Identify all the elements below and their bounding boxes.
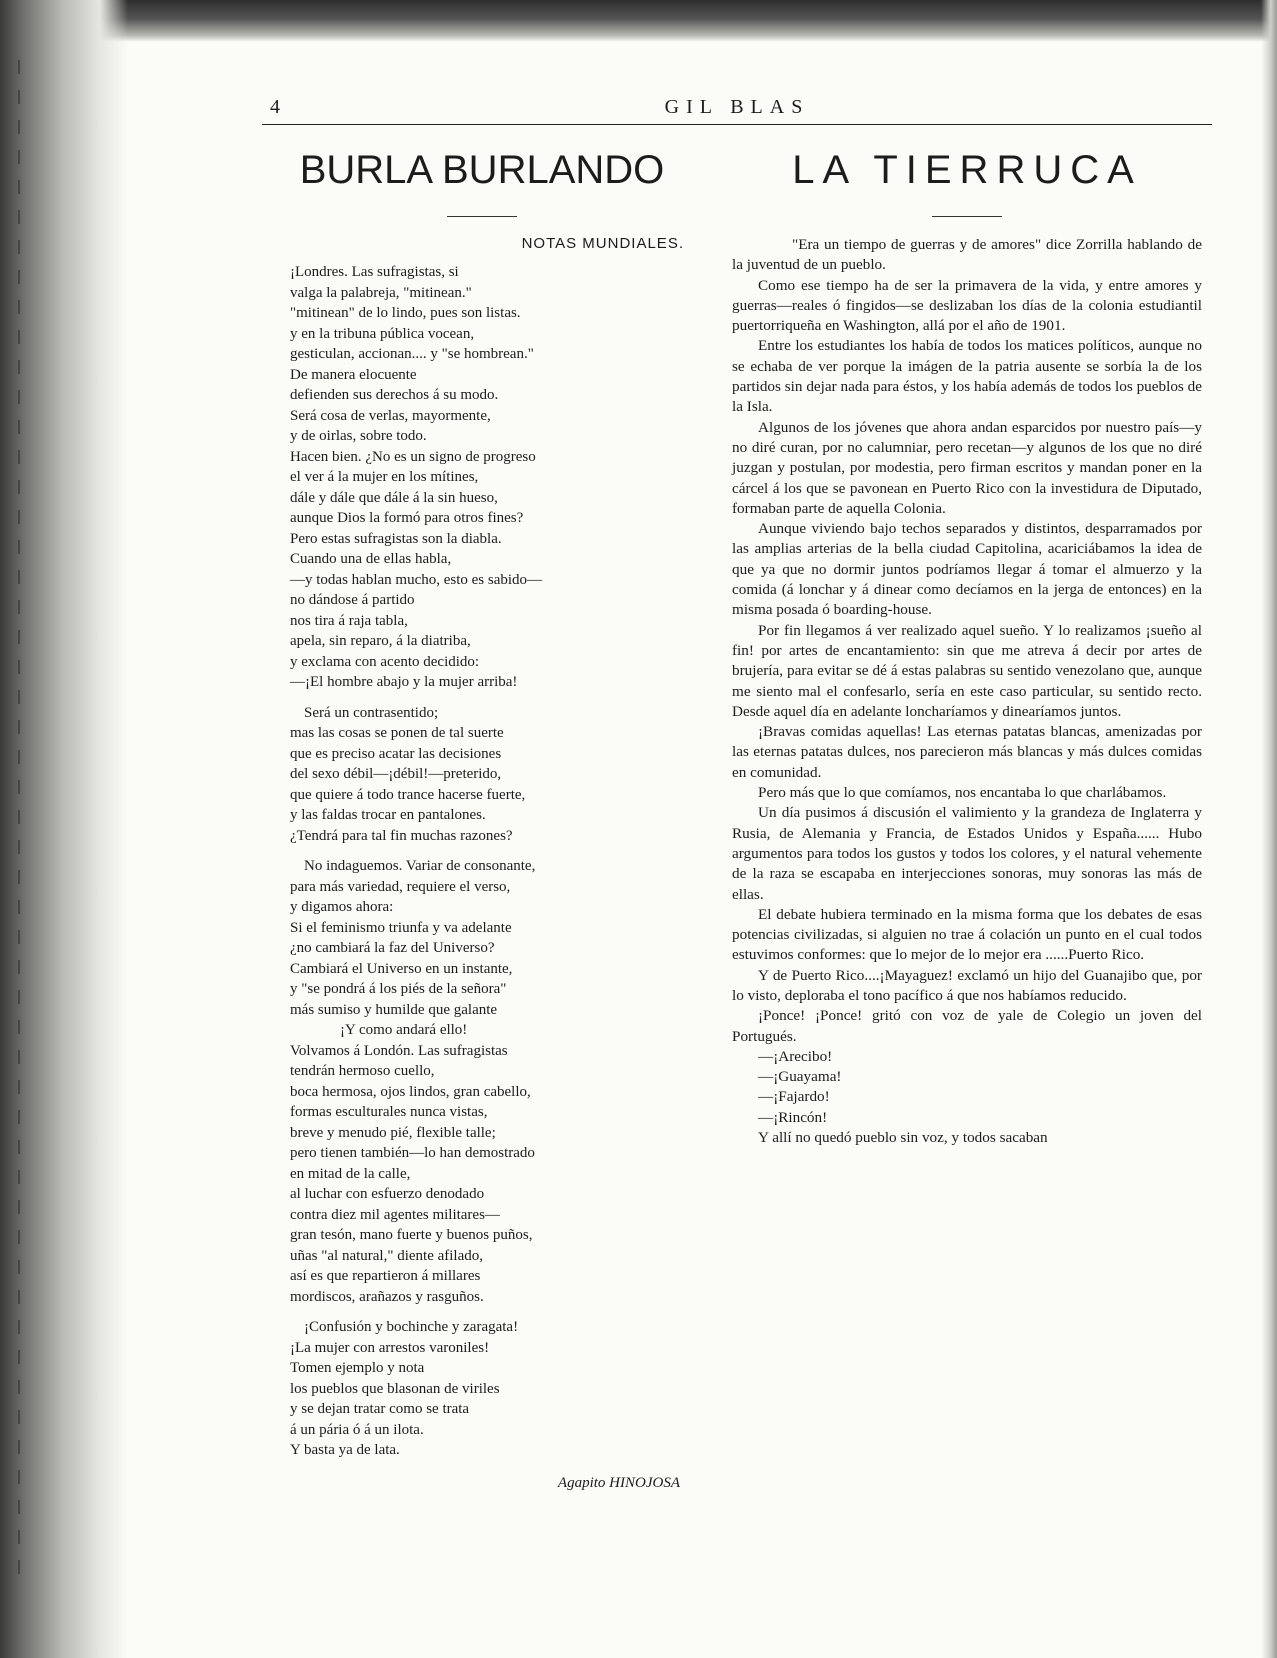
poem-line: y "se pondrá á los piés de la señora" (290, 981, 507, 997)
poem-line: dále y dále que dále á la sin hueso, (290, 489, 498, 506)
paragraph: Pero más que lo que comíamos, nos encantaba lo que charlábamos. (758, 784, 1167, 802)
poem-line: Si el feminismo triunfa y va adelante (290, 919, 512, 936)
right-article-title: LA TIERRUCA (792, 148, 1142, 192)
poem-line: así es que repartieron á millares (290, 1268, 481, 1284)
stanza-gap (290, 693, 702, 703)
poem-line: boca hermosa, ojos lindos, gran cabello, (290, 1083, 531, 1100)
poem-line: Será un contrasentido; (304, 704, 439, 721)
author-signature: Agapito HINOJOSA (557, 1474, 680, 1491)
paragraph: El debate hubiera terminado en la misma forma que los debates de esas potencias civilizadas, si alguien no trae á colación un punto en el cual todos estuvimos conformes: que lo mejor de lo mejor era ......Puerto Rico. (732, 905, 1202, 964)
paragraph: Algunos de los jóvenes que ahora andan esparcidos por nuestro país—y no diré curan, por no calumniar, pero recetan—y algunos de los que no diré juzgan y postulan, por modestia, pero firman escritos y mandan poner en la cárcel á los que se pavonean en Puerto Rico con la investidura de Diputado, formaban parte de aquella Colonia. (732, 418, 1202, 517)
paragraph: Y de Puerto Rico....¡Mayaguez! exclamó un hijo del Guanajibo que, por lo visto, deploraba el tono pacífico á que nos habíamos reducido. (732, 966, 1202, 1004)
poem-line: para más variedad, requiere el verso, (290, 878, 511, 895)
left-article-title: BURLA BURLANDO (299, 148, 665, 192)
poem-line: ¡Y como andará ello! (340, 1022, 468, 1038)
poem-line: y exclama con acento decidido: (290, 653, 480, 670)
poem-line: tendrán hermoso cuello, (290, 1063, 435, 1079)
poem-line: del sexo débil—¡débil!—preterido, (290, 766, 502, 782)
stanza-gap (290, 1307, 702, 1317)
poem-line: á un pária ó á un ilota. (290, 1421, 424, 1438)
paragraph: Como ese tiempo ha de ser la primavera de la vida, y entre amores y guerras—reales ó fingidos—se deslizaban los días de la colonia estudiantil puertorriqueña en Washington, allá por el año de 1901. (732, 276, 1202, 335)
left-column (262, 144, 702, 1492)
poem-line: y digamos ahora: (290, 899, 394, 915)
scan-border-top (0, 0, 1277, 42)
stanza-3 (290, 856, 702, 1307)
poem-line: que es preciso acatar las decisiones (290, 745, 502, 762)
paragraph: —¡Rincón! (758, 1108, 828, 1126)
page-number: 4 (270, 96, 280, 118)
poem-line: Y basta ya de lata. (290, 1442, 400, 1458)
poem-line: —¡El hombre abajo y la mujer arriba! (290, 674, 518, 690)
poem-line: uñas "al natural," diente afilado, (290, 1247, 484, 1264)
stanza-2 (290, 703, 702, 847)
poem-line: los pueblos que blasonan de viriles (290, 1380, 500, 1397)
paragraph: ¡Ponce! ¡Ponce! gritó con voz de yale de Colegio un joven del Portugués. (732, 1007, 1202, 1045)
poem-line: al luchar con esfuerzo denodado (290, 1186, 485, 1202)
poem-line: ¿no cambiará la faz del Universo? (290, 940, 495, 956)
poem-line: no dándose á partido (290, 592, 415, 608)
poem-line: en mitad de la calle, (290, 1165, 411, 1182)
poem-line: ¡La mujer con arrestos varoniles! (290, 1339, 490, 1356)
poem-line: Tomen ejemplo y nota (290, 1360, 425, 1376)
scan-binding-shadow (0, 0, 128, 1658)
poem-line: mordiscos, arañazos y rasguños. (290, 1288, 484, 1305)
paragraph: Y allí no quedó pueblo sin voz, y todos sacaban (758, 1129, 1048, 1147)
poem-line: que quiere á todo trance hacerse fuerte, (290, 786, 526, 803)
paragraph: Entre los estudiantes los había de todos los matices políticos, aunque no se echaba de ver porque la imágen de la patria ausente se sorbía la de los partidos sin dejar nada para éstos, y los había además de todos los pueblos de la Isla. (732, 337, 1202, 416)
poem-line: Pero estas sufragistas son la diabla. (290, 530, 502, 547)
poem-line: y en la tribuna pública vocean, (290, 325, 475, 342)
article-body (732, 235, 1202, 1148)
paragraph: ¡Bravas comidas aquellas! Las eternas patatas blancas, amenizadas por las eternas patatas dulces, nos parecieron más blancas y más dulces comidas en comunidad. (732, 723, 1202, 781)
poem-line: breve y menudo pié, flexible talle; (290, 1124, 496, 1141)
poem-line: —y todas hablan mucho, esto es sabido— (290, 571, 543, 588)
scan-border-right (1261, 0, 1277, 1658)
poem (290, 262, 702, 1461)
poem-line: ¡Confusión y bochinche y zaragata! (304, 1319, 519, 1335)
poem-line: No indaguemos. Variar de consonante, (304, 858, 536, 874)
left-article-subtitle: NOTAS MUNDIALES. (521, 235, 684, 252)
poem-line: "mitinean" de lo lindo, pues son listas. (290, 305, 521, 321)
poem-line: Cuando una de ellas habla, (290, 551, 452, 567)
stanza-1 (290, 262, 702, 693)
stanza-4 (290, 1317, 702, 1461)
poem-line: defienden sus derechos á su modo. (290, 387, 499, 403)
poem-line: Hacen bien. ¿No es un signo de progreso (290, 448, 536, 465)
poem-line: De manera elocuente (290, 366, 417, 383)
poem-line: el ver á la mujer en los mítines, (290, 469, 479, 485)
poem-line: Cambiará el Universo en un instante, (290, 960, 513, 977)
paragraph: "Era un tiempo de guerras y de amores" dice Zorrilla hablando de la juventud de un pueblo. (732, 236, 1202, 274)
right-column (732, 144, 1202, 1148)
poem-line: y de oirlas, sobre todo. (290, 428, 427, 444)
title-divider (932, 216, 1002, 217)
poem-line: contra diez mil agentes militares— (290, 1206, 500, 1223)
stanza-gap (290, 846, 702, 856)
poem-line: gran tesón, mano fuerte y buenos puños, (290, 1227, 533, 1243)
poem-line: valga la palabreja, "mitinean." (290, 284, 472, 301)
poem-line: Será cosa de verlas, mayormente, (290, 407, 491, 424)
poem-line: y se dejan tratar como se trata (290, 1401, 470, 1417)
poem-line: gesticulan, accionan.... y "se hombrean." (290, 346, 534, 362)
poem-line: y las faldas trocar en pantalones. (290, 807, 486, 823)
paragraph: —¡Arecibo! (758, 1047, 833, 1065)
paragraph: Por fin llegamos á ver realizado aquel sueño. Y lo realizamos ¡sueño al fin! por artes de encantamiento: sin que me atreva á decir por artes de brujería, para evitar se dé á estas palabras su sentido venezolano que, aunque me siento mal el confesarlo, sería en este caso particular, su sentido recto. Desde aquel día en adelante loncharíamos y dinearíamos juntos. (732, 621, 1202, 720)
header-rule (262, 124, 1212, 125)
title-divider (447, 216, 517, 217)
paragraph: —¡Fajardo! (758, 1088, 830, 1106)
poem-line: mas las cosas se ponen de tal suerte (290, 725, 504, 741)
paragraph: Un día pusimos á discusión el valimiento y la grandeza de Inglaterra y Rusia, de Alemania y Francia, de Estados Unidos y España...... Hubo argumentos para todos los gustos y todos los colores, y el natural vehemente de la raza se escapaba en interjecciones sonoras, muy sonoras las más de ellas. (732, 804, 1202, 903)
poem-line: ¿Tendrá para tal fin muchas razones? (290, 827, 513, 844)
poem-line: aunque Dios la formó para otros fines? (290, 510, 524, 526)
paragraph: Aunque viviendo bajo techos separados y distintos, desparramados por las amplias arterias de la bella ciudad Capitolina, acariciábamos la idea de que ya que no dormir juntos podríamos llegar á tomar el almuerzo y la comida (á lonchar y á dinear como decíamos en la jerga de entonces) en la misma posada ó boarding-house. (732, 520, 1202, 619)
poem-line: ¡Londres. Las sufragistas, si (290, 264, 459, 280)
paragraph: —¡Guayama! (758, 1068, 842, 1086)
poem-line: nos tira á raja tabla, (290, 612, 408, 629)
poem-line: Volvamos á Londón. Las sufragistas (290, 1042, 508, 1059)
poem-line: apela, sin reparo, á la diatriba, (290, 633, 471, 649)
poem-line: formas esculturales nunca vistas, (290, 1104, 488, 1120)
masthead: GIL BLAS (664, 96, 810, 118)
newspaper-page (262, 86, 1212, 1626)
poem-line: más sumiso y humilde que galante (290, 1001, 498, 1018)
page-header (262, 96, 1212, 126)
poem-line: pero tienen también—lo han demostrado (290, 1145, 535, 1161)
